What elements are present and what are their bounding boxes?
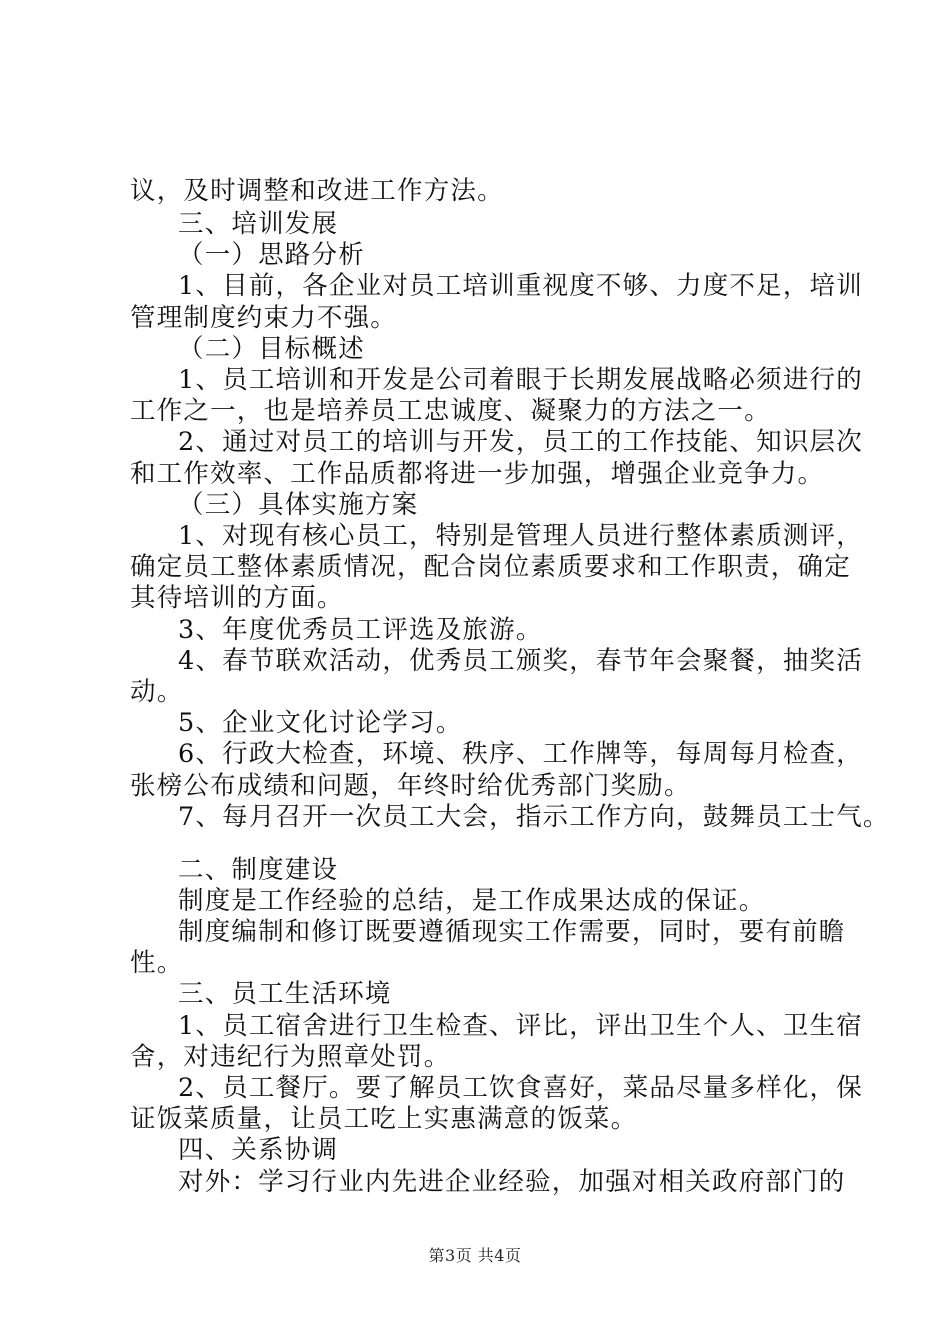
text-line: 3、年度优秀员工评选及旅游。 [178,615,543,645]
text-line: 5、企业文化讨论学习。 [178,708,463,738]
text-line: 4、春节联欢活动，优秀员工颁奖，春节年会聚餐，抽奖活 [178,646,863,676]
text-line: 议，及时调整和改进工作方法。 [130,176,504,206]
text-line: 6、行政大检查，环境、秩序、工作牌等，每周每月检查， [178,739,863,769]
subsection-heading: （二）目标概述 [178,334,365,364]
text-line: 确定员工整体素质情况，配合岗位素质要求和工作职责，确定 [130,552,851,582]
text-line: 制度编制和修订既要遵循现实工作需要，同时，要有前瞻 [178,917,846,947]
section-heading: 三、员工生活环境 [178,979,392,1009]
text-line: 2、员工餐厅。要了解员工饮食喜好，菜品尽量多样化，保 [178,1073,863,1103]
subsection-heading: （一）思路分析 [178,240,365,270]
text-line: 1、员工宿舍进行卫生检查、评比，评出卫生个人、卫生宿 [178,1011,863,1041]
text-line: 7、每月召开一次员工大会，指示工作方向，鼓舞员工士气。 [178,802,890,832]
text-line: 1、对现有核心员工，特别是管理人员进行整体素质测评， [178,521,863,551]
text-line: 其待培训的方面。 [130,583,344,613]
text-line: 管理制度约束力不强。 [130,303,398,333]
text-line: 动。 [130,677,184,707]
section-heading: 三、培训发展 [178,209,339,239]
text-line: 1、目前，各企业对员工培训重视度不够、力度不足，培训 [178,271,863,301]
section-heading: 四、关系协调 [178,1135,339,1165]
text-line: 证饭菜质量，让员工吃上实惠满意的饭菜。 [130,1104,638,1134]
text-line: 2、通过对员工的培训与开发，员工的工作技能、知识层次 [178,427,863,457]
text-line: 舍，对违纪行为照章处罚。 [130,1042,451,1072]
text-line: 1、员工培训和开发是公司着眼于长期发展战略必须进行的 [178,365,863,395]
section-heading: 二、制度建设 [178,855,339,885]
text-line: 和工作效率、工作品质都将进一步加强，增强企业竞争力。 [130,459,825,489]
subsection-heading: （三）具体实施方案 [178,490,419,520]
text-line: 对外：学习行业内先进企业经验，加强对相关政府部门的 [178,1167,846,1197]
text-line: 工作之一，也是培养员工忠诚度、凝聚力的方法之一。 [130,396,771,426]
text-line: 张榜公布成绩和问题，年终时给优秀部门奖励。 [130,771,691,801]
page-number-footer: 第3页 共4页 [428,1246,522,1265]
text-line: 制度是工作经验的总结，是工作成果达成的保证。 [178,886,766,916]
text-line: 性。 [130,948,184,978]
